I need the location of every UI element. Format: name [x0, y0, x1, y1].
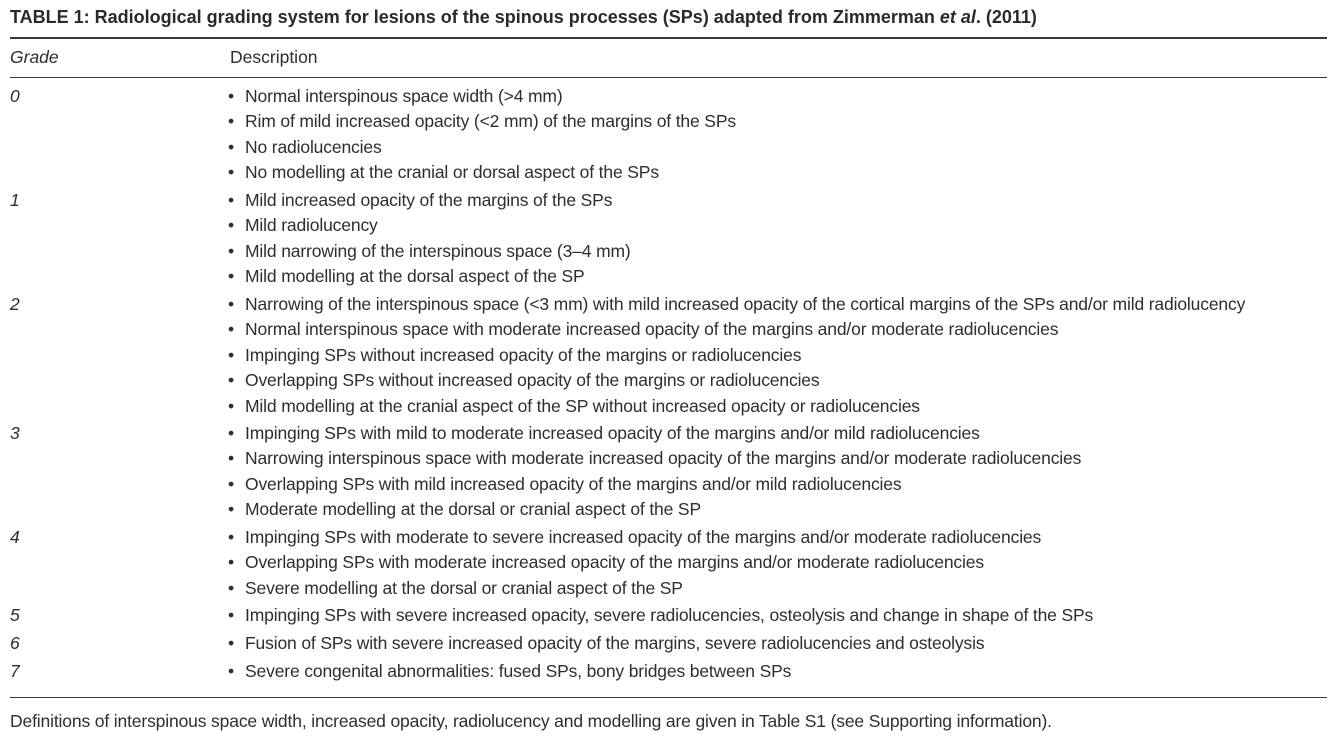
grade-column-header: Grade — [10, 47, 59, 67]
list-item: • Mild increased opacity of the margins of the SPs — [228, 188, 1334, 213]
description-list — [228, 525, 1334, 601]
caption-prefix: TABLE 1: Radiological grading system for lesions of the spinous processes (SPs) adapted from Zimmerman — [10, 7, 940, 27]
table-row — [0, 421, 1334, 525]
table-row — [0, 631, 1334, 659]
grade-cell: 7 — [10, 661, 20, 681]
table-body — [0, 84, 1334, 687]
description-list — [228, 84, 1334, 186]
list-item: • Narrowing interspinous space with moderate increased opacity of the margins and/or moderate radiolucencies — [228, 446, 1334, 471]
list-item: • Overlapping SPs with moderate increased opacity of the margins and/or moderate radiolucencies — [228, 550, 1334, 575]
list-item: • Severe congenital abnormalities: fused SPs, bony bridges between SPs — [228, 659, 1334, 684]
description-list — [228, 603, 1334, 628]
caption-suffix: . (2011) — [975, 7, 1037, 27]
header-rule — [10, 77, 1327, 78]
list-item: • Fusion of SPs with severe increased opacity of the margins, severe radiolucencies and osteolysis — [228, 631, 1334, 656]
list-item: • Mild radiolucency — [228, 213, 1334, 238]
table-row — [0, 659, 1334, 687]
list-item: • Impinging SPs with mild to moderate increased opacity of the margins and/or mild radiolucencies — [228, 421, 1334, 446]
list-item: • Overlapping SPs without increased opacity of the margins or radiolucencies — [228, 368, 1334, 393]
caption-italic: et al — [939, 7, 976, 27]
description-list — [228, 292, 1334, 419]
table-footnote: Definitions of interspinous space width, increased opacity, radiolucency and modelling are given in Table S1 (see Supporting information). — [10, 711, 1052, 731]
list-item: • Overlapping SPs with mild increased opacity of the margins and/or mild radiolucencies — [228, 472, 1334, 497]
grade-cell: 4 — [10, 527, 20, 547]
description-list — [228, 188, 1334, 290]
grade-cell: 0 — [10, 86, 20, 106]
table-row — [0, 603, 1334, 631]
description-list — [228, 631, 1334, 656]
table-row — [0, 188, 1334, 292]
table-caption — [10, 4, 1330, 30]
list-item: • Normal interspinous space width (>4 mm) — [228, 84, 1334, 109]
description-list — [228, 659, 1334, 684]
list-item: • Rim of mild increased opacity (<2 mm) of the margins of the SPs — [228, 109, 1334, 134]
list-item: • Mild narrowing of the interspinous space (3–4 mm) — [228, 239, 1334, 264]
list-item: • Mild modelling at the dorsal aspect of the SP — [228, 264, 1334, 289]
list-item: • Severe modelling at the dorsal or cranial aspect of the SP — [228, 576, 1334, 601]
list-item: • Impinging SPs with severe increased opacity, severe radiolucencies, osteolysis and change in shape of the SPs — [228, 603, 1334, 628]
list-item: • No modelling at the cranial or dorsal aspect of the SPs — [228, 160, 1334, 185]
list-item: • Impinging SPs with moderate to severe increased opacity of the margins and/or moderate radiolucencies — [228, 525, 1334, 550]
description-column-header: Description — [230, 47, 318, 67]
grade-cell: 3 — [10, 423, 20, 443]
table-row — [0, 292, 1334, 421]
list-item: • Normal interspinous space with moderate increased opacity of the margins and/or moderate radiolucencies — [228, 317, 1334, 342]
bottom-rule — [10, 697, 1327, 698]
top-rule — [10, 37, 1327, 39]
description-list — [228, 421, 1334, 523]
list-item: • Impinging SPs without increased opacity of the margins or radiolucencies — [228, 343, 1334, 368]
table-row — [0, 525, 1334, 603]
grade-cell: 1 — [10, 190, 20, 210]
grade-cell: 2 — [10, 294, 20, 314]
list-item: • Narrowing of the interspinous space (<3 mm) with mild increased opacity of the cortical margins of the SPs and/or mild radiolucency — [228, 292, 1334, 317]
list-item: • Moderate modelling at the dorsal or cranial aspect of the SP — [228, 497, 1334, 522]
list-item: • Mild modelling at the cranial aspect of the SP without increased opacity or radiolucencies — [228, 394, 1334, 419]
list-item: • No radiolucencies — [228, 135, 1334, 160]
table-row — [0, 84, 1334, 188]
grade-cell: 6 — [10, 633, 20, 653]
grade-cell: 5 — [10, 605, 20, 625]
